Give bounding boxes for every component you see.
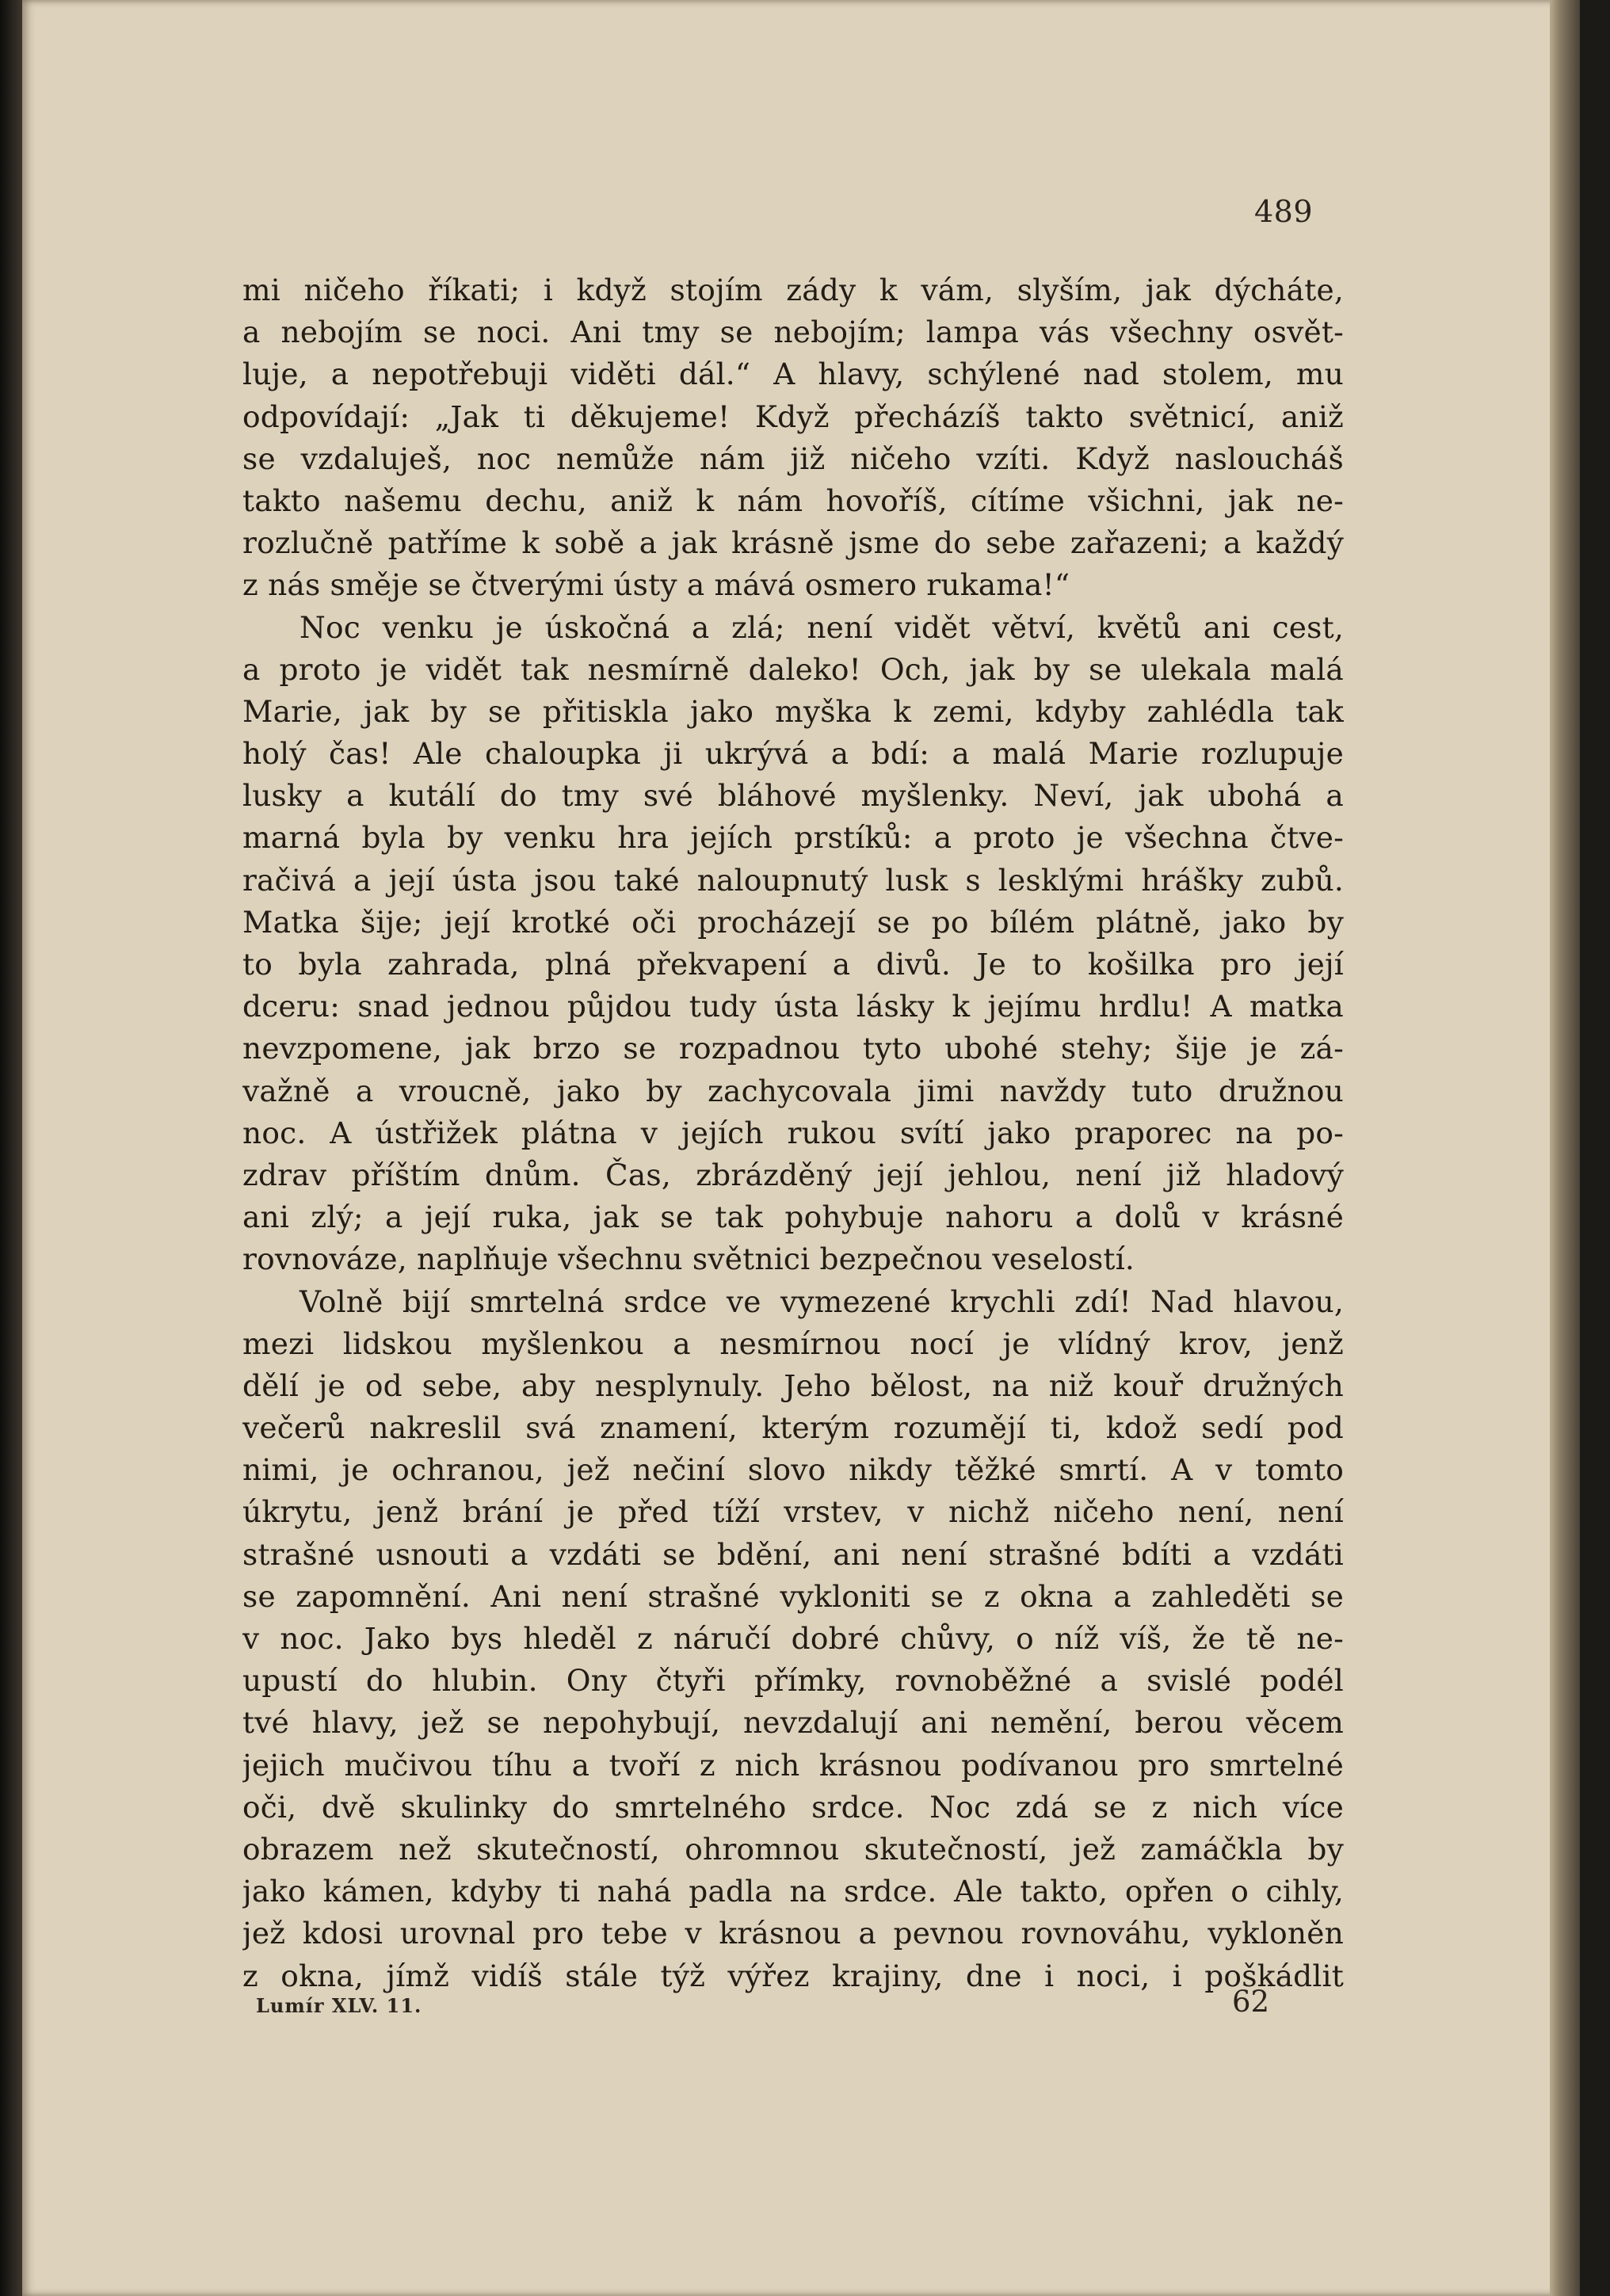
text-line: nevzpomene, jak brzo se rozpadnou tyto ubohé stehy; šije je zá- [242, 1031, 1344, 1066]
text-line: úkrytu, jenž brání je před tíží vrstev, v nichž ničeho není, není [242, 1494, 1344, 1530]
text-line: strašné usnouti a vzdáti se bdění, ani není strašné bdíti a vzdáti [242, 1536, 1344, 1572]
sheet-number: 62 [1232, 1985, 1270, 2019]
text-line: z okna, jímž vidíš stále týž výřez krajiny, dne i noci, i poškádlit [242, 1958, 1344, 1993]
text-line: z nás směje se čtverými ústy a mává osmero rukama!“ [242, 567, 1070, 603]
text-line: ani zlý; a její ruka, jak se tak pohybuje nahoru a dolů v krásné [242, 1199, 1344, 1235]
text-line: dceru: snad jednou půjdou tudy ústa lásky k jejímu hrdlu! A matka [242, 989, 1344, 1024]
text-line: holý čas! Ale chaloupka ji ukrývá a bdí: a malá Marie rozlupuje [242, 736, 1344, 772]
paragraph-first-line: Volně bijí smrtelná srdce ve vymezené krychli zdí! Nad hlavou, [299, 1283, 1344, 1319]
text-line: račivá a její ústa jsou také naloupnutý lusk s lesklými hrášky zubů. [242, 862, 1344, 898]
text-line: marná byla by venku hra jejích prstíků: a proto je všechna čtve- [242, 820, 1344, 856]
text-line: jako kámen, kdyby ti nahá padla na srdce. Ale takto, opřen o cihly, [242, 1874, 1344, 1909]
text-line: nimi, je ochranou, jež nečiní slovo nikdy těžké smrtí. A v tomto [242, 1452, 1344, 1488]
text-line: obrazem než skutečností, ohromnou skutečností, jež zamáčkla by [242, 1831, 1344, 1867]
text-line: v noc. Jako bys hleděl z náručí dobré chůvy, o níž víš, že tě ne- [242, 1621, 1344, 1656]
text-line: rozlučně patříme k sobě a jak krásně jsme do sebe zařazeni; a každý [242, 525, 1344, 561]
text-line: lusky a kutálí do tmy své bláhové myšlenky. Neví, jak ubohá a [242, 778, 1344, 814]
text-line: Marie, jak by se přitiskla jako myška k zemi, kdyby zahlédla tak [242, 693, 1344, 729]
text-line: noc. A ústřižek plátna v jejích rukou svítí jako praporec na po- [242, 1115, 1344, 1150]
signature-mark: Lumír XLV. 11. [256, 1994, 422, 2017]
text-line: upustí do hlubin. Ony čtyři přímky, rovnoběžné a svislé podél [242, 1663, 1344, 1699]
text-line: dělí je od sebe, aby nesplynuly. Jeho bělost, na niž kouř družných [242, 1367, 1344, 1403]
scan-page-edge [1550, 0, 1580, 2296]
text-line: tvé hlavy, jež se nepohybují, nevzdalují ani nemění, berou věcem [242, 1705, 1344, 1741]
text-line: jež kdosi urovnal pro tebe v krásnou a pevnou rovnováhu, vykloněn [242, 1916, 1344, 1951]
text-line: Matka šije; její krotké oči procházejí se po bílém plátně, jako by [242, 904, 1344, 940]
text-line: zdrav příštím dnům. Čas, zbrázděný její jehlou, není již hladový [242, 1157, 1344, 1192]
text-line: se zapomnění. Ani není strašné vykloniti se z okna a zahleděti se [242, 1578, 1344, 1614]
text-line: a proto je vidět tak nesmírně daleko! Och, jak by se ulekala malá [242, 651, 1344, 687]
text-line: jejich mučivou tíhu a tvoří z nich krásnou podívanou pro smrtelné [242, 1747, 1344, 1783]
text-line: večerů nakreslil svá znamení, kterým rozumějí ti, kdož sedí pod [242, 1410, 1344, 1446]
scan-binding-shadow [0, 0, 22, 2296]
book-page [22, 0, 1580, 2296]
paragraph-first-line: Noc venku je úskočná a zlá; není vidět větví, květů ani cest, [299, 609, 1344, 645]
text-line: a nebojím se noci. Ani tmy se nebojím; lampa vás všechny osvět- [242, 315, 1344, 350]
body-text [242, 269, 1344, 1997]
text-line: mi ničeho říkati; i když stojím zády k vám, slyším, jak dýcháte, [242, 273, 1344, 307]
text-line: to byla zahrada, plná překvapení a divů. Je to košilka pro její [242, 947, 1344, 982]
text-line: se vzdaluješ, noc nemůže nám již ničeho vzíti. Když nasloucháš [242, 441, 1344, 476]
text-line: takto našemu dechu, aniž k nám hovoříš, cítíme všichni, jak ne- [242, 482, 1344, 518]
text-line: mezi lidskou myšlenkou a nesmírnou nocí je vlídný krov, jenž [242, 1325, 1344, 1361]
text-line: oči, dvě skulinky do smrtelného srdce. Noc zdá se z nich více [242, 1789, 1344, 1825]
text-line: odpovídají: „Jak ti děkujeme! Když přecházíš takto světnicí, aniž [242, 399, 1344, 434]
text-line: luje, a nepotřebuji viděti dál.“ A hlavy, schýlené nad stolem, mu [242, 357, 1344, 392]
page-number: 489 [1254, 194, 1314, 229]
page-footer [256, 1985, 1349, 2032]
text-line: važně a vroucně, jako by zachycovala jimi navždy tuto družnou [242, 1073, 1344, 1108]
text-line: rovnováze, naplňuje všechnu světnici bezpečnou veselostí. [242, 1241, 1135, 1277]
